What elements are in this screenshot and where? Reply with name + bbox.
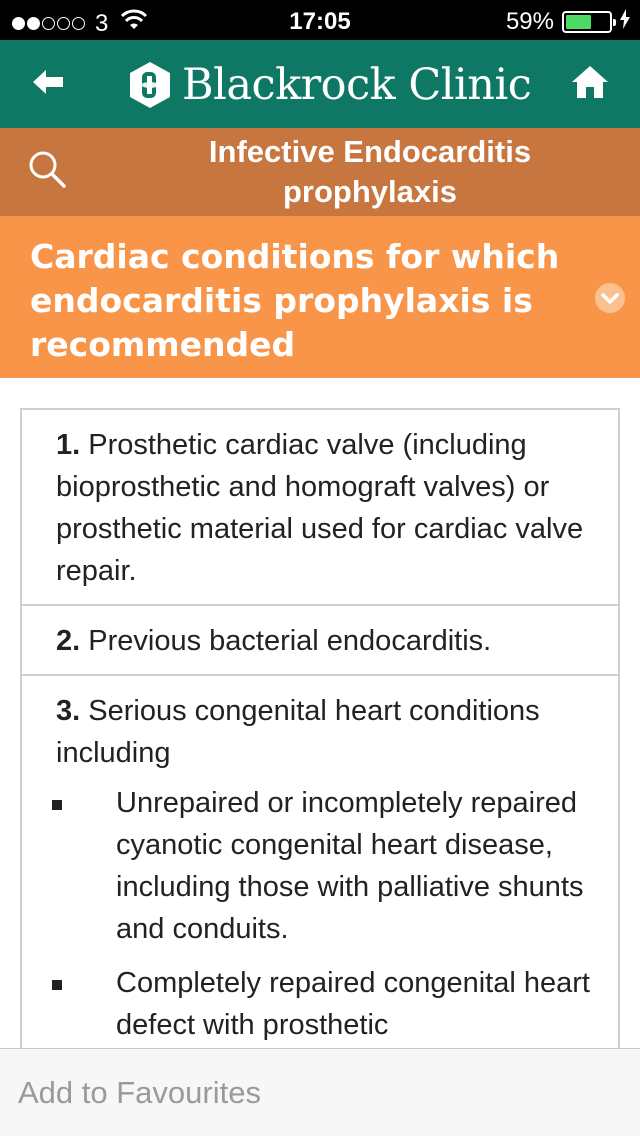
bullet-icon (52, 800, 62, 810)
sub-item-text: Completely repaired congenital heart defect with prosthetic (116, 967, 590, 1041)
bullet-icon (52, 980, 62, 990)
list-item (22, 676, 618, 1048)
battery-icon (562, 11, 612, 33)
carrier-name: 3 (95, 9, 109, 37)
app-header (0, 40, 640, 128)
item-text: Serious congenital heart conditions including (56, 695, 540, 769)
brand-name: Blackrock Clinic (182, 60, 532, 110)
charging-icon (620, 8, 630, 36)
chevron-down-icon[interactable] (594, 282, 626, 314)
back-button[interactable] (24, 58, 76, 110)
list-item (22, 606, 618, 676)
brand (126, 58, 531, 112)
sub-list (56, 782, 598, 1046)
back-arrow-icon (33, 69, 67, 100)
sub-item-text: Unrepaired or incompletely repaired cyanotic congenital heart disease, including those with palliative shunts and conduits. (116, 787, 584, 945)
section-content[interactable] (20, 408, 620, 1048)
add-to-favourites-button[interactable]: Add to Favourites (18, 1075, 261, 1110)
item-text: Previous bacterial endocarditis. (80, 625, 492, 657)
section-accordion-header[interactable] (0, 216, 640, 378)
section-title: Cardiac conditions for which endocarditis prophylaxis is recommended (30, 237, 560, 364)
item-text: Prosthetic cardiac valve (including bioprosthetic and homograft valves) or prosthetic material used for cardiac valve repair. (56, 429, 584, 587)
list-item (22, 410, 618, 606)
status-time: 17:05 (289, 8, 351, 35)
item-number: 2. (56, 625, 81, 657)
sub-list-item (22, 962, 598, 1046)
conditions-list (20, 408, 620, 1048)
bottom-toolbar (0, 1048, 640, 1136)
page-title: Infective Endocarditis prophylaxis (208, 134, 532, 209)
home-icon (571, 65, 609, 104)
search-button[interactable] (26, 148, 74, 196)
page-header (0, 128, 640, 216)
clinic-logo-icon (126, 61, 174, 109)
battery-status (506, 8, 630, 36)
sub-list-item (22, 782, 598, 950)
item-number: 1. (56, 429, 81, 461)
search-icon (26, 179, 70, 196)
battery-fill (566, 15, 591, 29)
home-button[interactable] (564, 58, 616, 110)
battery-percent: 59% (505, 8, 554, 35)
status-bar (0, 0, 640, 40)
item-number: 3. (56, 695, 81, 727)
